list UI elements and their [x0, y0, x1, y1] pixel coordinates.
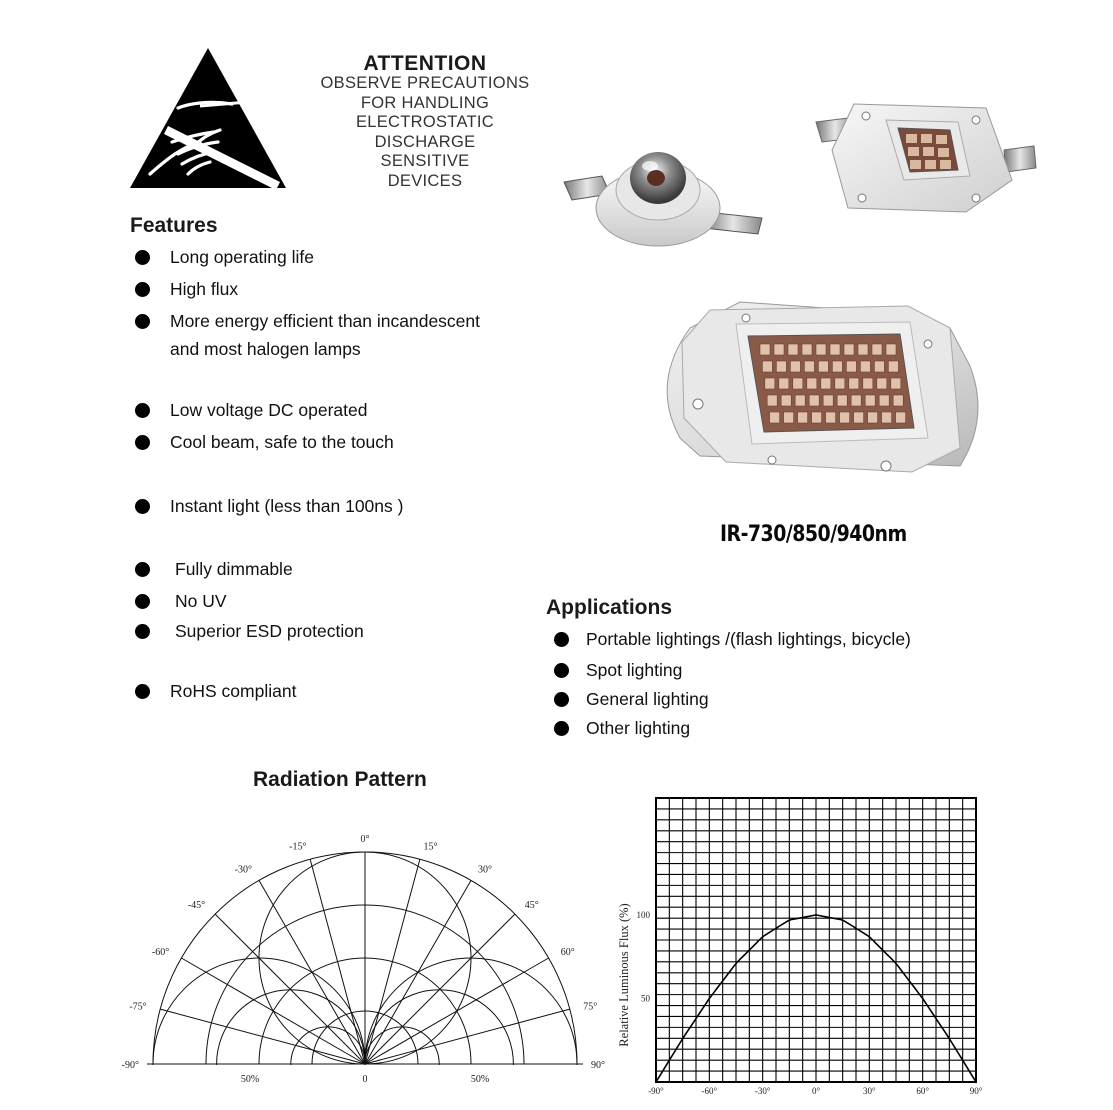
polar-angle-label: 60° [560, 947, 575, 958]
x-tick-label: 0° [811, 1086, 821, 1096]
radial-label-right: 50% [470, 1074, 490, 1085]
chart-grid [656, 798, 976, 1082]
polar-angle-label: -15° [289, 841, 307, 853]
attention-text [300, 74, 550, 191]
polar-angle-label: 90° [591, 1060, 605, 1071]
led-chip [879, 395, 889, 406]
led-chip [816, 344, 826, 355]
feature-item: Long operating life [170, 247, 314, 267]
polar-grid [120, 852, 620, 1092]
led-chip [788, 344, 798, 355]
feature-item: Fully dimmable [175, 559, 293, 579]
attention-line: DISCHARGE [374, 132, 476, 151]
feature-item: High flux [170, 279, 239, 299]
flux-chart [610, 790, 1000, 1100]
led-chip [882, 412, 892, 423]
led-chip [826, 412, 836, 423]
led-chip [767, 395, 777, 406]
polar-angle-label: -45° [187, 900, 206, 912]
polar-spoke [365, 1009, 570, 1064]
x-tick-label: 60° [916, 1086, 929, 1096]
bullet-dot [135, 403, 150, 418]
polar-spoke [160, 1009, 365, 1064]
led-chip [804, 361, 814, 372]
polar-spoke [215, 914, 365, 1064]
led-chip [809, 395, 819, 406]
bullet-dot [135, 624, 150, 639]
led-chip [774, 344, 784, 355]
radial-label-left: 50% [240, 1074, 260, 1085]
y-tick-label: 50 [641, 993, 650, 1004]
led-chip [896, 412, 906, 423]
led-chip [865, 395, 875, 406]
led-chip [832, 361, 842, 372]
led-chip [851, 395, 861, 406]
led-chip [888, 361, 898, 372]
led-chip [830, 344, 840, 355]
model-caption: IR-730/850/940nm [720, 522, 907, 547]
bullet-dot [135, 282, 150, 297]
led-chip [776, 361, 786, 372]
feature-item: Cool beam, safe to the touch [170, 432, 394, 452]
polar-angle-label: -90° [121, 1060, 139, 1071]
led-1w-image [558, 138, 778, 250]
attention-line: FOR HANDLING [360, 93, 490, 112]
attention-line: ELECTROSTATIC [355, 113, 495, 131]
x-tick-label: 90° [969, 1086, 983, 1096]
led-chip [812, 412, 822, 423]
bullet-dot [135, 250, 150, 265]
led-chip [823, 395, 833, 406]
esd-warning-icon [128, 46, 288, 192]
led-chip [790, 361, 800, 372]
led-chip [765, 378, 775, 389]
bullet-dot [135, 435, 150, 450]
application-item: Spot lighting [586, 660, 683, 680]
radial-label-center: 0 [362, 1074, 368, 1085]
led-chip [779, 378, 789, 389]
led-chip [872, 344, 882, 355]
led-chip [802, 344, 812, 355]
feature-item: RoHS compliant [170, 681, 297, 701]
feature-item: Low voltage DC operated [170, 400, 368, 420]
led-chip [818, 361, 828, 372]
led-chip [807, 378, 817, 389]
x-tick-label: -60° [701, 1086, 718, 1096]
attention-line: SENSITIVE [380, 152, 470, 170]
led-chip [860, 361, 870, 372]
led-chip [835, 378, 845, 389]
radiation-heading: Radiation Pattern [253, 768, 427, 791]
polar-angle-label: 45° [524, 900, 539, 912]
led-chip [863, 378, 873, 389]
y-tick-label: 100 [636, 909, 650, 920]
bullet-dot [135, 562, 150, 577]
bullet-dot [554, 663, 569, 678]
polar-spoke [365, 859, 420, 1064]
attention-title: ATTENTION [363, 52, 487, 75]
led-chip [795, 395, 805, 406]
led-chip [837, 395, 847, 406]
led-chip [886, 344, 896, 355]
led-chip [798, 412, 808, 423]
x-tick-label: -30° [754, 1086, 771, 1096]
features-heading: Features [130, 214, 218, 237]
y-axis-label: Relative Luminous Flux (%) [617, 903, 631, 1047]
applications-heading: Applications [546, 596, 673, 619]
x-tick-label: -90° [648, 1086, 664, 1096]
led-chip [893, 395, 903, 406]
attention-line: DEVICES [387, 171, 463, 190]
application-item: General lighting [586, 689, 709, 709]
led-50w-image [660, 288, 982, 478]
polar-angle-label: 30° [478, 864, 492, 876]
led-chip [891, 378, 901, 389]
polar-radiation-diagram [120, 826, 620, 1092]
bullet-dot [554, 632, 569, 647]
led-chip [784, 412, 794, 423]
polar-angle-label: 75° [583, 1001, 598, 1013]
polar-angle-label: 15° [423, 841, 438, 853]
bullet-dot [135, 314, 150, 329]
feature-item: Instant light (less than 100ns ) [170, 496, 404, 516]
led-chip [793, 378, 803, 389]
bullet-dot [135, 684, 150, 699]
attention-line: OBSERVE PRECAUTIONS [320, 74, 530, 92]
feature-item: No UV [175, 591, 227, 611]
led-10w-image [808, 98, 1038, 216]
polar-angle-labels [122, 834, 605, 1071]
polar-angle-label: 0° [360, 834, 370, 845]
bullet-dot [554, 692, 569, 707]
x-tick-labels [648, 1086, 983, 1096]
bullet-dot [135, 499, 150, 514]
led-chip [781, 395, 791, 406]
led-chip [840, 412, 850, 423]
led-chip [854, 412, 864, 423]
led-chip [868, 412, 878, 423]
application-item: Portable lightings /(flash lightings, bicycle) [586, 629, 911, 649]
bullet-dot [554, 721, 569, 736]
feature-item-continued: and most halogen lamps [170, 339, 361, 359]
polar-mask [120, 1065, 620, 1092]
feature-item: More energy efficient than incandescent [170, 311, 481, 331]
led-chip [877, 378, 887, 389]
led-chip [858, 344, 868, 355]
feature-item: Superior ESD protection [175, 621, 364, 641]
led-chip [770, 412, 780, 423]
led-chip [821, 378, 831, 389]
polar-angle-label: -60° [151, 947, 170, 958]
led-chip [874, 361, 884, 372]
bullet-dot [135, 594, 150, 609]
application-item: Other lighting [586, 718, 691, 738]
polar-spoke [365, 914, 515, 1064]
polar-angle-label: -30° [234, 864, 252, 876]
polar-angle-label: -75° [129, 1001, 147, 1013]
led-chip [762, 361, 772, 372]
led-chip [849, 378, 859, 389]
x-tick-label: 30° [863, 1086, 876, 1096]
led-chip [846, 361, 856, 372]
polar-spoke [310, 859, 365, 1064]
y-tick-labels [637, 910, 651, 1004]
led-chip [760, 344, 770, 355]
led-chip [844, 344, 854, 355]
